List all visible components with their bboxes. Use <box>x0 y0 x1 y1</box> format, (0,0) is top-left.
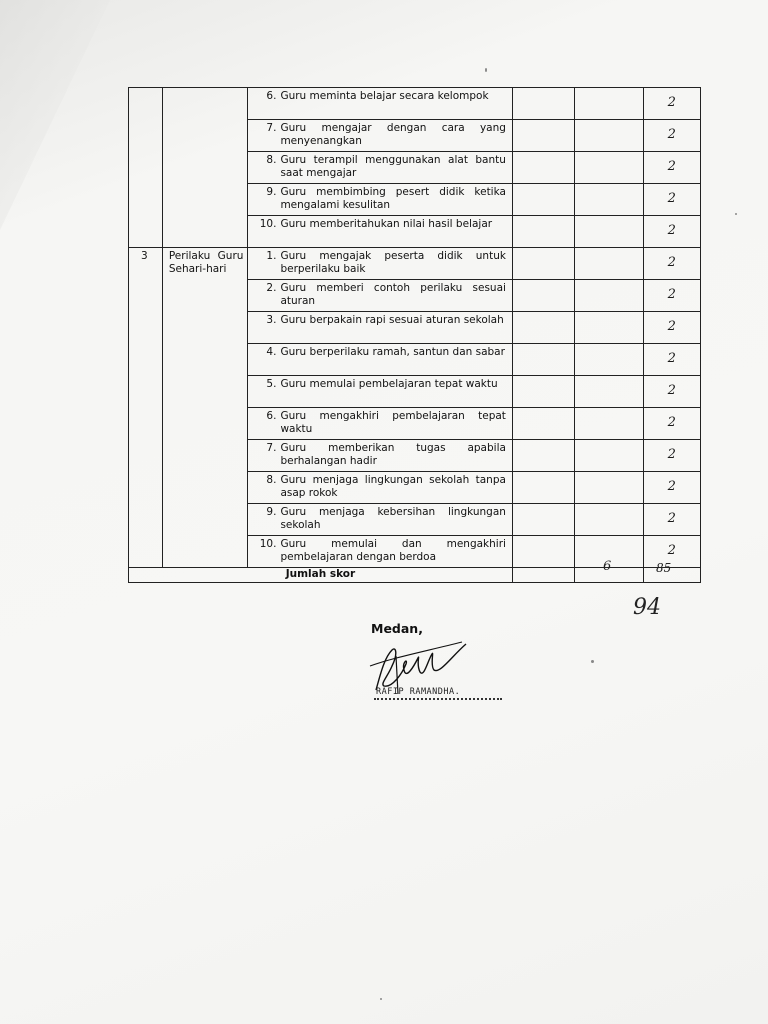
handwritten-score: 2 <box>667 511 676 527</box>
indicator-number: 7. <box>266 122 277 134</box>
handwritten-score: 2 <box>667 95 676 111</box>
indicator-cell <box>248 536 512 568</box>
indicator-text: Guru mengajar dengan cara yang menyenangkan <box>280 122 506 147</box>
score-option-cell <box>512 120 574 152</box>
indicator-number: 3. <box>266 314 277 326</box>
score-option-cell <box>575 120 643 152</box>
score-option-cell <box>512 408 574 440</box>
handwritten-score: 2 <box>667 415 676 431</box>
indicator-cell <box>248 152 512 184</box>
indicator-text: Guru membimbing pesert didik ketika mengalami kesulitan <box>280 186 506 211</box>
indicator-number: 6. <box>266 90 277 102</box>
score-option-cell <box>512 344 574 376</box>
score-cell <box>643 376 701 408</box>
score-cell <box>643 536 701 568</box>
indicator-number: 1. <box>266 250 277 262</box>
indicator-cell <box>248 376 512 408</box>
handwritten-score: 2 <box>667 383 676 399</box>
indicator-text: Guru menjaga kebersihan lingkungan sekolah <box>280 506 506 531</box>
final-total-handwritten: 94 <box>633 595 661 620</box>
handwritten-score: 2 <box>667 287 676 303</box>
indicator-text: Guru memulai pembelajaran tepat waktu <box>280 378 498 390</box>
score-option-cell <box>575 88 643 120</box>
scan-speck <box>380 998 382 1000</box>
score-option-cell <box>512 440 574 472</box>
indicator-text: Guru memberi contoh perilaku sesuai aturan <box>280 282 506 307</box>
indicator-cell <box>248 344 512 376</box>
indicator-cell <box>248 120 512 152</box>
indicator-cell <box>248 88 512 120</box>
total-row <box>129 568 701 583</box>
indicator-number: 10. <box>259 538 277 550</box>
indicator-text: Guru memulai dan mengakhiri pembelajaran dengan berdoa <box>280 538 506 563</box>
indicator-number: 2. <box>266 282 277 294</box>
total-label: Jumlah skor <box>129 568 513 583</box>
score-cell <box>643 312 701 344</box>
indicator-number: 9. <box>266 186 277 198</box>
indicator-cell <box>248 280 512 312</box>
total-value-cell <box>643 568 701 583</box>
score-option-cell <box>575 248 643 280</box>
handwritten-score: 2 <box>667 255 676 271</box>
assessment-table <box>128 87 701 583</box>
score-option-cell <box>575 408 643 440</box>
score-option-cell <box>575 504 643 536</box>
indicator-number: 6. <box>266 410 277 422</box>
score-option-cell <box>575 344 643 376</box>
score-option-cell <box>512 376 574 408</box>
score-option-cell <box>575 152 643 184</box>
table-row <box>129 88 701 120</box>
indicator-cell <box>248 408 512 440</box>
score-option-cell <box>512 312 574 344</box>
indicator-text: Guru mengakhiri pembelajaran tepat waktu <box>280 410 506 435</box>
indicator-text: Guru menjaga lingkungan sekolah tanpa asap rokok <box>280 474 506 499</box>
indicator-cell <box>248 216 512 248</box>
signature-place: Medan, <box>371 621 423 636</box>
indicator-text: Guru memberitahukan nilai hasil belajar <box>280 218 493 230</box>
aspect-name: Perilaku Guru Sehari-hari <box>162 248 248 568</box>
score-cell <box>643 184 701 216</box>
score-cell <box>643 248 701 280</box>
indicator-text: Guru berpakain rapi sesuai aturan sekolah <box>280 314 504 326</box>
indicator-number: 7. <box>266 442 277 454</box>
indicator-text: Guru terampil menggunakan alat bantu saat mengajar <box>280 154 506 179</box>
score-cell <box>643 88 701 120</box>
score-option-cell <box>512 536 574 568</box>
indicator-number: 9. <box>266 506 277 518</box>
handwritten-score: 2 <box>667 159 676 175</box>
indicator-cell <box>248 312 512 344</box>
handwritten-score: 2 <box>667 223 676 239</box>
indicator-text: Guru berperilaku ramah, santun dan sabar <box>280 346 505 358</box>
score-cell <box>643 216 701 248</box>
score-option-cell <box>575 440 643 472</box>
scan-speck <box>591 660 594 663</box>
aspect-number: 3 <box>129 248 163 568</box>
score-option-cell <box>575 376 643 408</box>
indicator-cell <box>248 248 512 280</box>
score-cell <box>643 120 701 152</box>
score-option-cell <box>512 280 574 312</box>
indicator-text: Guru meminta belajar secara kelompok <box>280 90 489 102</box>
total-score-handwritten: 85 <box>656 561 672 575</box>
aspect-name <box>162 88 248 248</box>
indicator-cell <box>248 472 512 504</box>
score-option-cell <box>512 152 574 184</box>
handwritten-score: 2 <box>667 191 676 207</box>
handwritten-score: 2 <box>667 479 676 495</box>
handwritten-score: 2 <box>667 351 676 367</box>
total-value-cell <box>512 568 574 583</box>
signature-dotted-line <box>374 698 502 700</box>
indicator-number: 8. <box>266 474 277 486</box>
indicator-cell <box>248 440 512 472</box>
signer-name: RAFIP RAMANDHA. <box>376 687 461 697</box>
indicator-number: 8. <box>266 154 277 166</box>
scan-speck <box>735 213 737 215</box>
score-option-cell <box>512 504 574 536</box>
indicator-text: Guru mengajak peserta didik untuk berperilaku baik <box>280 250 506 275</box>
indicator-number: 5. <box>266 378 277 390</box>
handwritten-score: 2 <box>667 127 676 143</box>
score-option-cell <box>575 312 643 344</box>
score-cell <box>643 280 701 312</box>
score-cell <box>643 504 701 536</box>
score-option-cell <box>512 248 574 280</box>
score-option-cell <box>575 472 643 504</box>
indicator-cell <box>248 184 512 216</box>
score-option-cell <box>512 472 574 504</box>
scan-speck <box>485 68 487 72</box>
aspect-number <box>129 88 163 248</box>
score-cell <box>643 472 701 504</box>
score-option-cell <box>575 184 643 216</box>
score-option-cell <box>575 216 643 248</box>
score-option-cell <box>512 216 574 248</box>
total-col2-handwritten: 6 <box>603 559 612 574</box>
indicator-text: Guru memberikan tugas apabila berhalangan hadir <box>280 442 506 467</box>
table-row <box>129 248 701 280</box>
score-option-cell <box>512 184 574 216</box>
score-option-cell <box>575 280 643 312</box>
indicator-number: 4. <box>266 346 277 358</box>
indicator-cell <box>248 504 512 536</box>
score-option-cell <box>512 88 574 120</box>
handwritten-score: 2 <box>667 447 676 463</box>
score-cell <box>643 152 701 184</box>
score-cell <box>643 440 701 472</box>
score-cell <box>643 408 701 440</box>
score-cell <box>643 344 701 376</box>
indicator-number: 10. <box>259 218 277 230</box>
handwritten-score: 2 <box>667 319 676 335</box>
handwritten-score: 2 <box>667 543 676 559</box>
